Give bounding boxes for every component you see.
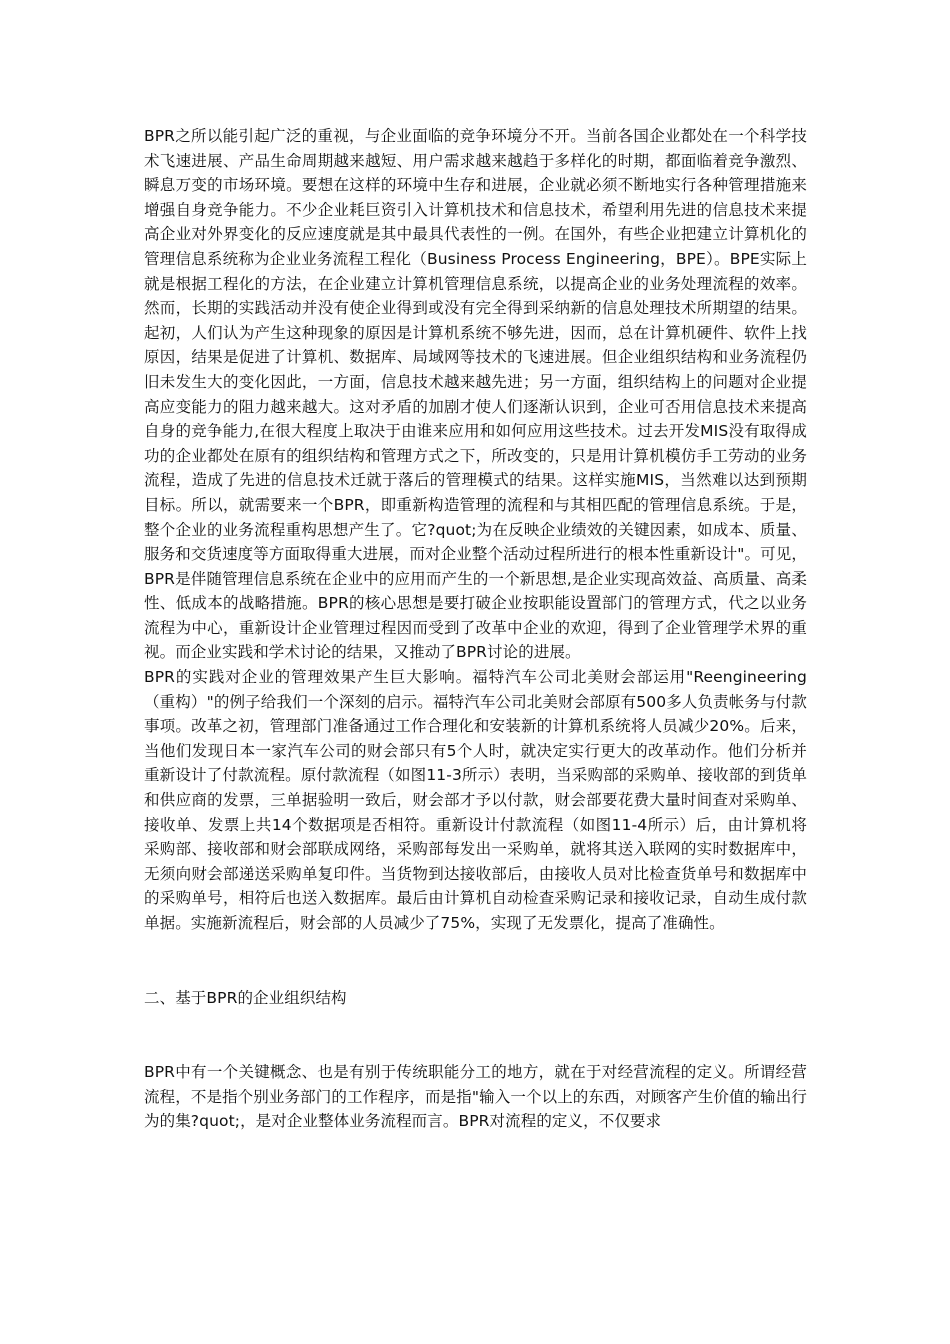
- section-heading: 二、基于BPR的企业组织结构: [144, 988, 347, 1007]
- document-page: [144, 124, 807, 1134]
- spacer: [144, 936, 807, 986]
- paragraph-process-definition: BPR中有一个关键概念、也是有别于传统职能分工的地方，就在于对经营流程的定义。所谓经营流程，不是指个别业务部门的工作程序，而是指"输入一个以上的东西，对顾客产生价值的输出行为的集?quot;，是对企业整体业务流程而言。BPR对流程的定义，不仅要求: [144, 1063, 807, 1131]
- spacer: [144, 1010, 807, 1060]
- paragraph-ford-example: BPR的实践对企业的管理效果产生巨大影响。福特汽车公司北美财会部运用"Reengineering（重构）"的例子给我们一个深刻的启示。福特汽车公司北美财会部原有500多人负责帐务与付款事项。改革之初，管理部门准备通过工作合理化和安装新的计算机系统将人员减少20%。后来，当他们发现日本一家汽车公司的财会部只有5个人时，就决定实行更大的改革动作。他们分析并重新设计了付款流程。原付款流程（如图11-3所示）表明，当采购部的采购单、接收部的到货单和供应商的发票，三单据验明一致后，财会部才予以付款，财会部要花费大量时间查对采购单、接收单、发票上共14个数据项是否相符。重新设计付款流程（如图11-4所示）后，由计算机将采购部、接收部和财会部联成网络，采购部每发出一采购单，就将其送入联网的实时数据库中，无须向财会部递送采购单复印件。当货物到达接收部后，由接收人员对比检查货单号和数据库中的采购单号，相符后也送入数据库。最后由计算机自动检查采购记录和接收记录，自动生成付款单据。实施新流程后，财会部的人员减少了75%，实现了无发票化，提高了准确性。: [144, 668, 807, 932]
- paragraph-bpr-background: BPR之所以能引起广泛的重视，与企业面临的竞争环境分不开。当前各国企业都处在一个科学技术飞速进展、产品生命周期越来越短、用户需求越来越趋于多样化的时期，都面临着竞争激烈、瞬息万变的市场环境。要想在这样的环境中生存和进展，企业就必须不断地实行各种管理措施来增强自身竞争能力。不少企业耗巨资引入计算机技术和信息技术，希望利用先进的信息技术来提高企业对外界变化的反应速度就是其中最具代表性的一例。在国外，有些企业把建立计算机化的管理信息系统称为企业业务流程工程化（Business Process Engineering，BPE）。BPE实际上就是根据工程化的方法，在企业建立计算机管理信息系统，以提高企业的业务处理流程的效率。然而，长期的实践活动并没有使企业得到或没有完全得到采纳新的信息处理技术所期望的结果。起初，人们认为产生这种现象的原因是计算机系统不够先进，因而，总在计算机硬件、软件上找原因，结果是促进了计算机、数据库、局域网等技术的飞速进展。但企业组织结构和业务流程仍旧未发生大的变化因此，一方面，信息技术越来越先进；另一方面，组织结构上的问题对企业提高应变能力的阻力越来越大。这对矛盾的加剧才使人们逐渐认识到，企业可否用信息技术来提高自身的竞争能力,在很大程度上取决于由谁来应用和如何应用这些技术。过去开发MIS没有取得成功的企业都处在原有的组织结构和管理方式之下，所改变的，只是用计算机模仿手工劳动的业务流程，造成了先进的信息技术迁就于落后的管理模式的结果。这样实施MIS，当然难以达到预期目标。所以，就需要来一个BPR，即重新构造管理的流程和与其相匹配的管理信息系统。于是，整个企业的业务流程重构思想产生了。它?quot;为在反映企业绩效的关键因素，如成本、质量、服务和交货速度等方面取得重大进展，而对企业整个活动过程所进行的根本性重新设计"。可见，BPR是伴随管理信息系统在企业中的应用而产生的一个新思想,是企业实现高效益、高质量、高柔性、低成本的战略措施。BPR的核心思想是要打破企业按职能设置部门的管理方式，代之以业务流程为中心，重新设计企业管理过程因而受到了改革中企业的欢迎，得到了企业管理学术界的重视。而企业实践和学术讨论的结果，又推动了BPR讨论的进展。: [144, 127, 807, 662]
